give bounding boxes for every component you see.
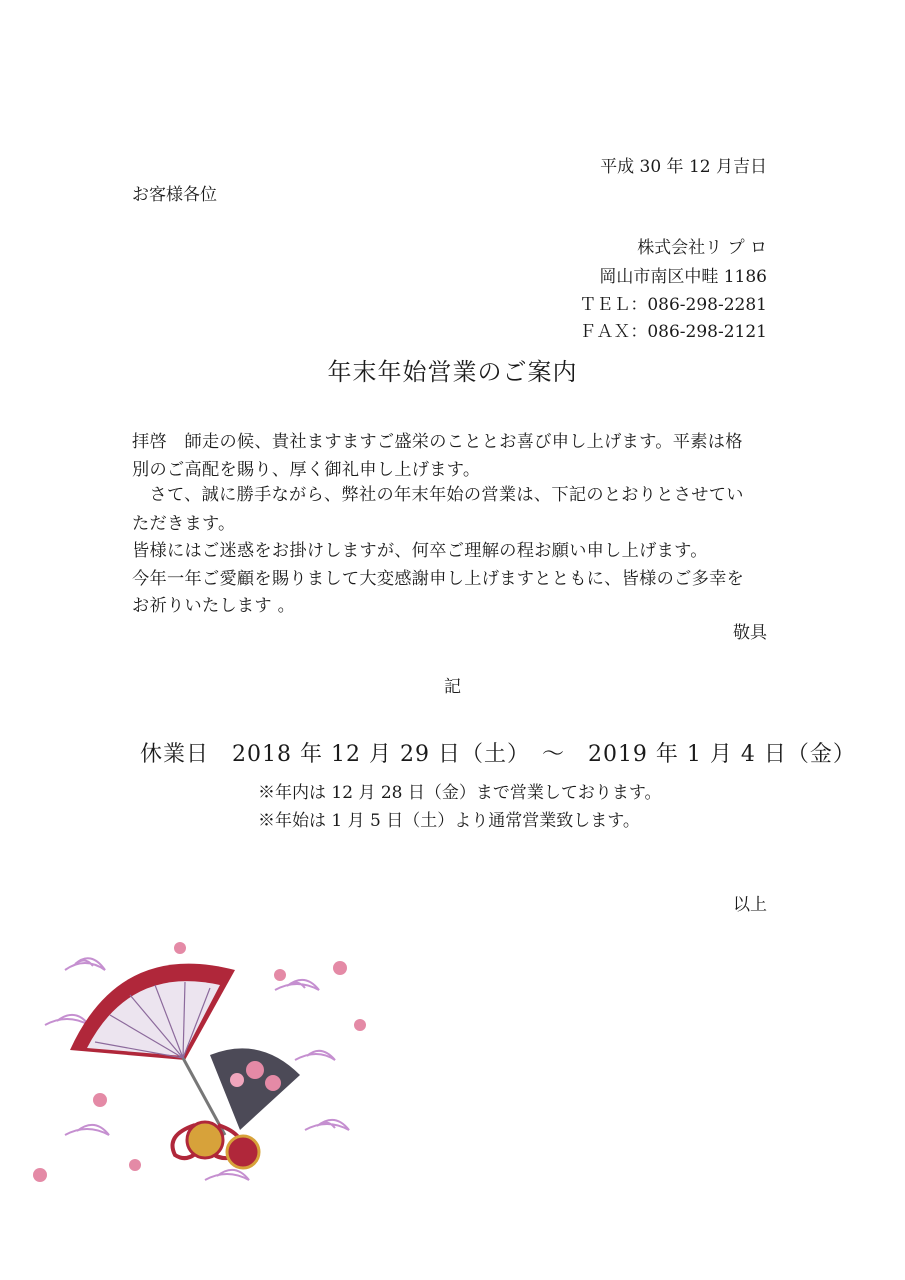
sender-company: 株式会社リ プ ロ [637, 238, 767, 258]
note-new-year: ※年始は 1 月 5 日（土）より通常営業致します。 [258, 811, 640, 831]
temari-ball [187, 1122, 223, 1158]
japanese-umbrella-fan-illustration [25, 930, 385, 1220]
ki-mark: 記 [444, 677, 461, 697]
holiday-period: 休業日 2018 年 12 月 29 日（土） ～ 2019 年 1 月 4 日（金） [140, 742, 856, 767]
addressee: お客様各位 [132, 185, 217, 205]
umbrella [70, 964, 235, 1135]
closing-ijou: 以上 [733, 895, 767, 915]
body-line: ただきます。 [132, 514, 236, 534]
note-year-end: ※年内は 12 月 28 日（金）まで営業しております。 [258, 783, 662, 803]
sender-address: 岡山市南区中畦 1186 [599, 267, 767, 287]
body-line: 皆様にはご迷惑をお掛けしますが、何卒ご理解の程お願い申し上げます。 [132, 541, 708, 561]
body-line: 別のご高配を賜り、厚く御礼申し上げます。 [132, 460, 481, 480]
body-line: お祈りいたします 。 [132, 596, 296, 616]
body-line: さて、誠に勝手ながら、弊社の年末年始の営業は、下記のとおりとさせてい [132, 485, 744, 505]
body-line: 拝啓 師走の候、貴社ますますご盛栄のこととお喜び申し上げます。平素は格 [132, 432, 743, 452]
folding-fan [210, 1048, 300, 1130]
temari-ball [227, 1136, 259, 1168]
body-line: 今年一年ご愛顧を賜りまして大変感謝申し上げますとともに、皆様のご多幸を [132, 569, 745, 589]
sender-fax: ＦＡＸ：086-298-2121 [579, 322, 767, 342]
page-title: 年末年始営業のご案内 [327, 358, 578, 386]
letter-date: 平成 30 年 12 月吉日 [600, 157, 767, 177]
sender-tel: ＴＥＬ：086-298-2281 [579, 295, 767, 315]
closing-keigu: 敬具 [733, 623, 767, 643]
